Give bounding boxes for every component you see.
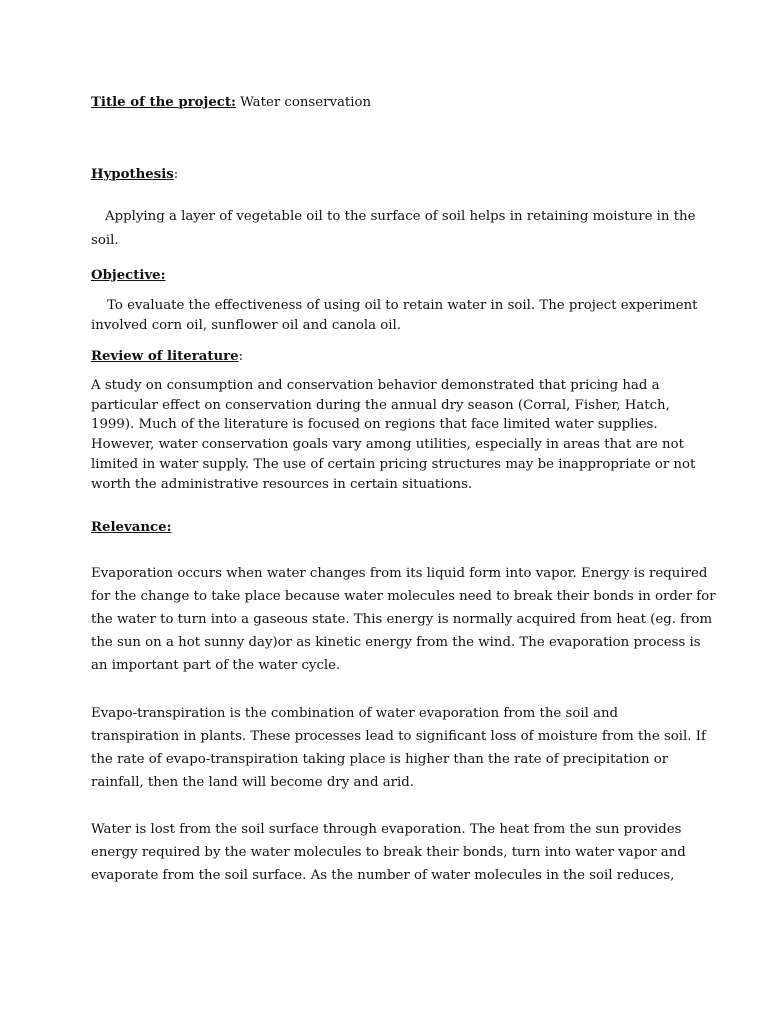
relevance-p1-line-4: the sun on a hot sunny day)or as kinetic energy from the wind. The evaporation process is	[91, 635, 701, 650]
review-line-4: However, water conservation goals vary among utilities, especially in areas that are not	[91, 437, 684, 452]
review-line-2: particular effect on conservation during the annual dry season (Corral, Fisher, Hatch,	[91, 398, 670, 413]
relevance-p3-line-3: evaporate from the soil surface. As the number of water molecules in the soil reduces,	[91, 868, 675, 883]
review-line-1: A study on consumption and conservation behavior demonstrated that pricing had a	[91, 378, 660, 393]
hypothesis-heading: Hypothesis	[91, 167, 174, 182]
hypothesis-heading-line	[91, 166, 178, 184]
review-line-6: worth the administrative resources in certain situations.	[91, 477, 473, 492]
relevance-p2-line-2: transpiration in plants. These processes lead to significant loss of moisture from the soil. If	[91, 729, 706, 744]
review-line-5: limited in water supply. The use of certain pricing structures may be inappropriate or not	[91, 457, 696, 472]
review-heading: Review of literature	[91, 349, 239, 364]
hypothesis-line-1: Applying a layer of vegetable oil to the surface of soil helps in retaining moisture in the	[105, 209, 696, 224]
relevance-p1-line-3: the water to turn into a gaseous state. This energy is normally acquired from heat (eg. from	[91, 612, 713, 627]
objective-line-1: To evaluate the effectiveness of using oil to retain water in soil. The project experiment	[107, 298, 698, 313]
relevance-p3-line-1: Water is lost from the soil surface through evaporation. The heat from the sun provides	[91, 822, 682, 837]
relevance-p1-line-5: an important part of the water cycle.	[91, 658, 341, 673]
hypothesis-colon: :	[173, 167, 179, 182]
relevance-p1-line-2: for the change to take place because water molecules need to break their bonds in order for	[91, 589, 716, 604]
review-heading-line	[91, 348, 243, 366]
objective-heading: Objective:	[91, 268, 166, 283]
relevance-p2-line-3: the rate of evapo-transpiration taking place is higher than the rate of precipitation or	[91, 752, 669, 767]
hypothesis-line-2: soil.	[91, 233, 119, 248]
project-title-line	[91, 94, 371, 112]
project-title-value: Water conservation	[240, 95, 372, 110]
relevance-p2-line-4: rainfall, then the land will become dry and arid.	[91, 775, 414, 790]
relevance-heading: Relevance:	[91, 520, 172, 535]
relevance-p3-line-2: energy required by the water molecules to break their bonds, turn into water vapor and	[91, 845, 686, 860]
objective-line-2: involved corn oil, sunflower oil and canola oil.	[91, 318, 401, 333]
review-colon: :	[238, 349, 244, 364]
project-title-label: Title of the project:	[91, 95, 236, 110]
relevance-p1-line-1: Evaporation occurs when water changes from its liquid form into vapor. Energy is required	[91, 566, 708, 581]
review-line-3: 1999). Much of the literature is focused on regions that face limited water supplies.	[91, 417, 658, 432]
relevance-p2-line-1: Evapo-transpiration is the combination of water evaporation from the soil and	[91, 706, 619, 721]
